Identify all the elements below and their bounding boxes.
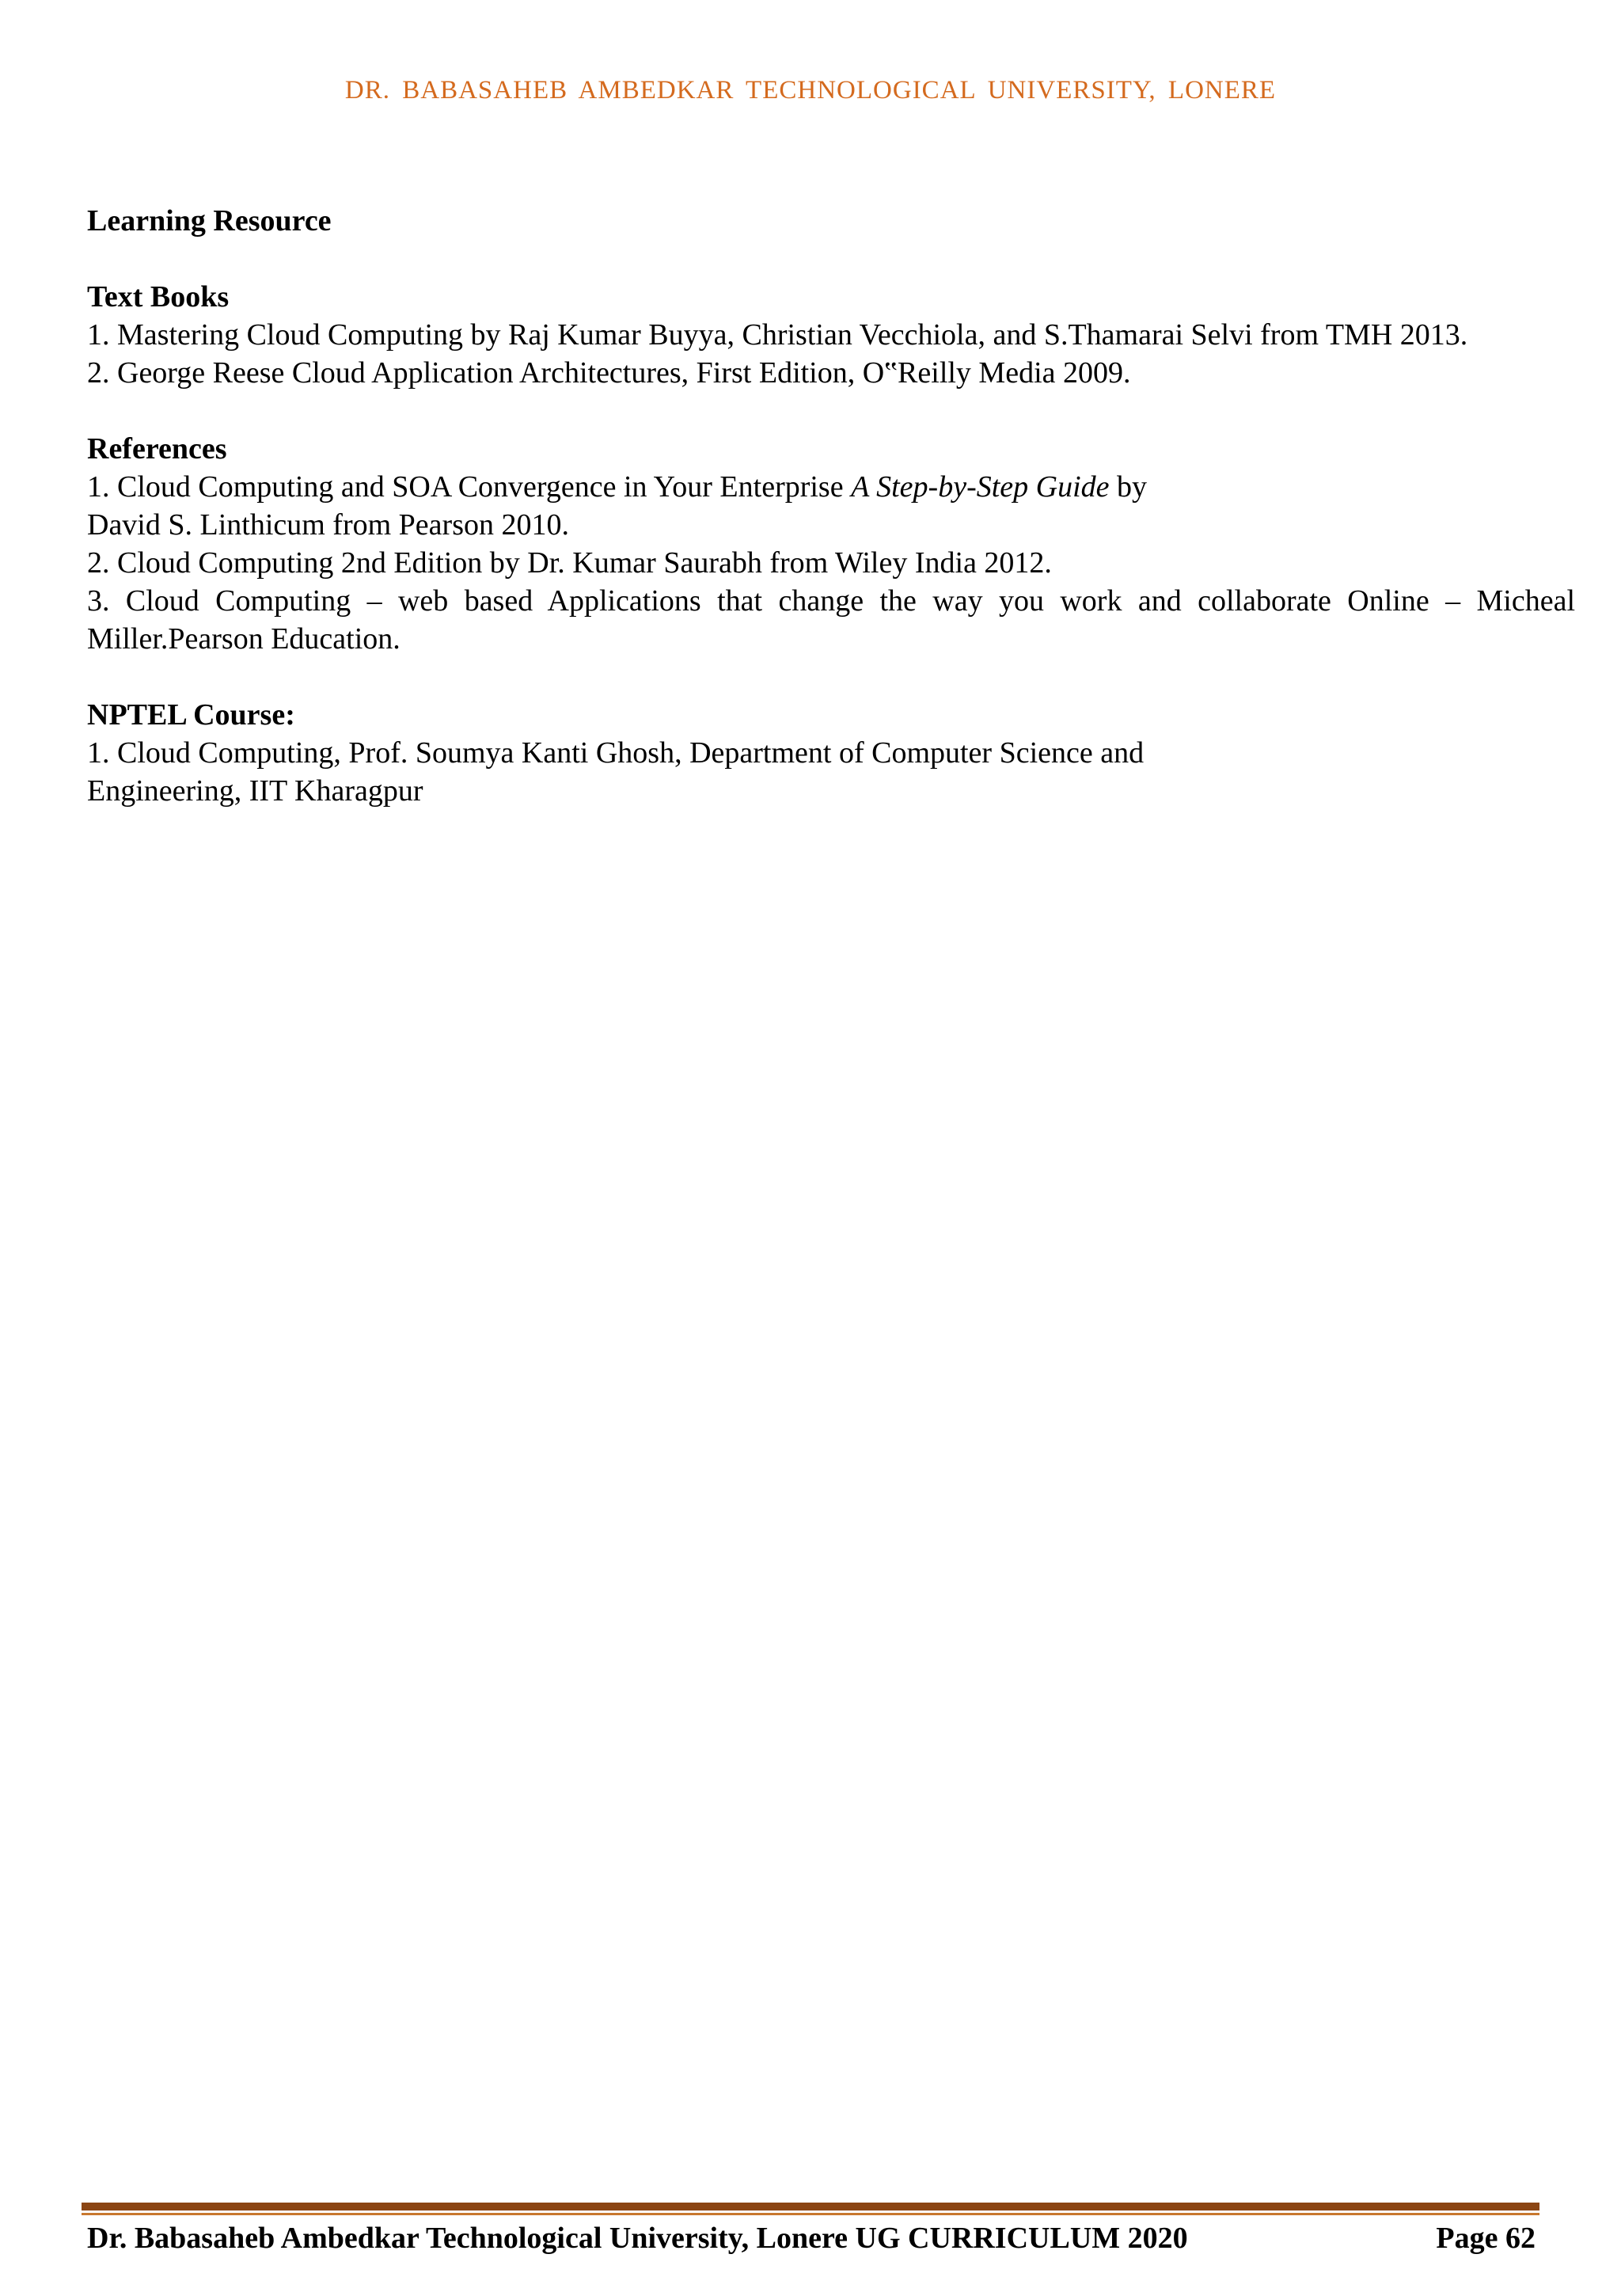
- reference-item-2: 2. Cloud Computing 2nd Edition by Dr. Kumar Saurabh from Wiley India 2012.: [87, 546, 1052, 580]
- reference-item-1-prefix: 1. Cloud Computing and SOA Convergence in Your Enterprise: [87, 470, 852, 504]
- footer-title: Dr. Babasaheb Ambedkar Technological University, Lonere UG CURRICULUM 2020: [87, 2222, 1188, 2255]
- reference-item-1: [87, 468, 1575, 506]
- page-footer: [87, 2221, 1536, 2256]
- reference-item-1-suffix: by: [1109, 470, 1148, 504]
- footer-rule: [82, 2203, 1539, 2210]
- section-title: Learning Resource: [87, 204, 332, 238]
- text-books-heading: Text Books: [87, 280, 230, 314]
- spacer: [87, 658, 1575, 696]
- page-number: Page 62: [1436, 2222, 1536, 2255]
- footer-rule-thin: [82, 2213, 1539, 2215]
- nptel-item-1: 1. Cloud Computing, Prof. Soumya Kanti Ghosh, Department of Computer Science and: [87, 736, 1145, 770]
- reference-item-3: 3. Cloud Computing – web based Applications that change the way you work and collaborate Online – Micheal: [87, 584, 1575, 618]
- page-content: [87, 202, 1575, 810]
- running-header: DR. BABASAHEB AMBEDKAR TECHNOLOGICAL UNIVERSITY, LONERE: [344, 76, 1277, 105]
- references-heading: References: [87, 432, 227, 466]
- spacer: [87, 240, 1575, 278]
- nptel-heading: NPTEL Course:: [87, 698, 295, 732]
- reference-item-3-line-2: Miller.Pearson Education.: [87, 622, 401, 656]
- reference-item-1-italic-title: A Step-by-Step Guide: [851, 470, 1110, 504]
- reference-item-1-line-2: David S. Linthicum from Pearson 2010.: [87, 508, 569, 542]
- nptel-item-1-line-2: Engineering, IIT Kharagpur: [87, 774, 423, 808]
- spacer: [87, 392, 1575, 430]
- text-book-item-2: 2. George Reese Cloud Application Architectures, First Edition, O‟Reilly Media 2009.: [87, 356, 1131, 390]
- text-book-item-1: 1. Mastering Cloud Computing by Raj Kumar Buyya, Christian Vecchiola, and S.Thamarai Selvi from TMH 2013.: [87, 318, 1468, 352]
